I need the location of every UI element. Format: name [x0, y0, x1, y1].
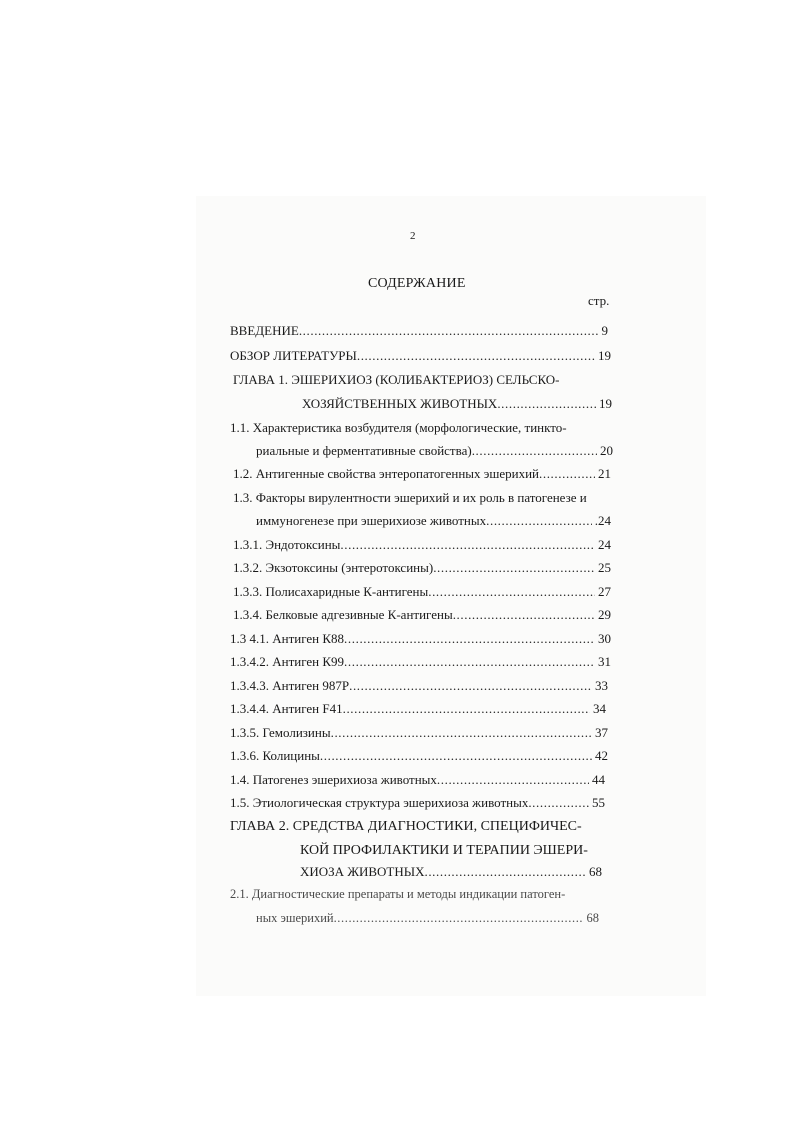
toc-entry-label: 1.3.2. Экзотоксины (энтеротоксины) [233, 560, 434, 575]
dot-leader [437, 772, 589, 788]
toc-entry [230, 348, 611, 364]
dot-leader [343, 701, 590, 717]
toc-entry [230, 795, 605, 811]
toc-entry-page: 33 [595, 678, 608, 693]
dot-leader [472, 443, 597, 459]
toc-title: СОДЕРЖАНИЕ [368, 276, 466, 291]
toc-entry-page: 24 [598, 537, 611, 552]
toc-entry [256, 443, 613, 459]
toc-entry-page: 29 [598, 607, 611, 622]
dot-leader [424, 864, 586, 880]
dot-leader [320, 748, 592, 764]
toc-entry-label: ГЛАВА 1. ЭШЕРИХИОЗ (КОЛИБАКТЕРИОЗ) СЕЛЬСКО- [233, 372, 560, 387]
toc-entry-label: КОЙ ПРОФИЛАКТИКИ И ТЕРАПИИ ЭШЕРИ- [300, 843, 588, 858]
toc-entry-label: 1.3. Факторы вирулентности эшерихий и их роль в патогенезе и [233, 490, 587, 505]
toc-entry-label: ГЛАВА 2. СРЕДСТВА ДИАГНОСТИКИ, СПЕЦИФИЧЕС- [230, 819, 582, 834]
toc-entry-page: 21 [598, 466, 611, 481]
toc-entry-label: 1.3.4.4. Антиген F41 [230, 701, 343, 716]
toc-entry [230, 772, 605, 788]
toc-entry-label: 1.3.4.2. Антиген К99 [230, 654, 345, 669]
dot-leader [433, 560, 595, 576]
dot-leader [428, 584, 595, 600]
toc-entry-page: 68 [589, 864, 602, 879]
toc-entry [230, 420, 567, 436]
toc-entry [302, 396, 612, 412]
toc-entry-label: 1.3.4.3. Антиген 987Р [230, 678, 350, 693]
toc-entry-page: .24 [594, 513, 611, 528]
dot-leader [497, 396, 596, 412]
toc-entry-label: 1.3.6. Колицины [230, 748, 320, 763]
toc-entry-label: риальные и ферментативные свойства) [256, 443, 472, 458]
toc-entry-page: 19 [598, 348, 611, 363]
toc-entry [230, 678, 608, 694]
toc-entry [233, 584, 611, 600]
dot-leader [528, 795, 589, 811]
dot-leader [340, 537, 595, 553]
toc-entry-page: 55 [592, 795, 605, 810]
toc-entry-label: 1.3.3. Полисахаридные К-антигены [233, 584, 429, 599]
toc-entry-label: 2.1. Диагностические препараты и методы индикации патоген- [230, 887, 566, 901]
toc-entry-label: 1.4. Патогенез эшерихиоза животных [230, 772, 437, 787]
toc-entry [233, 560, 611, 576]
toc-entry-page: 34 [593, 701, 606, 716]
dot-leader [357, 348, 595, 364]
dot-leader [453, 607, 595, 623]
toc-entry [233, 490, 587, 506]
toc-entry-label: 1.3.4. Белковые адгезивные К-антигены [233, 607, 453, 622]
toc-entry [300, 864, 602, 880]
dot-leader [344, 631, 595, 647]
toc-entry-label: ВВЕДЕНИЕ [230, 323, 299, 338]
toc-entry-page: 37 [595, 725, 608, 740]
toc-entry [256, 513, 611, 529]
page-column-header: стр. [588, 293, 610, 308]
toc-entry [230, 701, 606, 717]
toc-entry-label: ОБЗОР ЛИТЕРАТУРЫ [230, 348, 357, 363]
toc-entry [233, 372, 560, 388]
toc-entry [256, 910, 599, 926]
toc-entry-page: 44 [592, 772, 605, 787]
dot-leader [486, 513, 592, 529]
page-number: 2 [410, 230, 416, 242]
toc-entry [230, 654, 611, 670]
toc-entry-page: 31 [598, 654, 611, 669]
toc-entry-label: иммуногенезе при эшерихиозе животных [256, 513, 487, 528]
toc-entry-label: 1.1. Характеристика возбудителя (морфологические, тинкто- [230, 420, 567, 435]
dot-leader [349, 678, 592, 694]
dot-leader [539, 466, 595, 482]
toc-entry-page: 20 [600, 443, 613, 458]
toc-entry-page: 9 [601, 323, 608, 338]
toc-entry-label: ХОЗЯЙСТВЕННЫХ ЖИВОТНЫХ [302, 396, 498, 411]
dot-leader [331, 725, 592, 741]
toc-entry-label: 1.3.5. Гемолизины [230, 725, 331, 740]
toc-entry-label: ных эшерихий [256, 911, 334, 925]
toc-entry [230, 725, 608, 741]
toc-entry-page: 19 [599, 396, 612, 411]
toc-entry [230, 748, 608, 764]
toc-entry-page: 25 [598, 560, 611, 575]
toc-entry [233, 466, 611, 482]
toc-entry-page: 42 [595, 748, 608, 763]
toc-entry-page: 68 [586, 911, 599, 925]
toc-entry-label: 1.2. Антигенные свойства энтеропатогенных эшерихий [233, 466, 539, 481]
toc-entry [230, 323, 608, 339]
toc-entry [233, 537, 611, 553]
toc-entry-label: 1.5. Этиологическая структура эшерихиоза животных [230, 795, 529, 810]
toc-entry-label: 1.3.1. Эндотоксины [233, 537, 341, 552]
toc-entry-label: 1.3 4.1. Антиген К88 [230, 631, 345, 646]
toc-entry [230, 886, 565, 902]
toc-entry-page: 27 [598, 584, 611, 599]
toc-entry [233, 607, 611, 623]
toc-entry [230, 631, 611, 647]
dot-leader [299, 323, 599, 339]
toc-entry [230, 819, 582, 835]
dot-leader [344, 654, 595, 670]
dot-leader [334, 910, 584, 926]
toc-entry-label: ХИОЗА ЖИВОТНЫХ [300, 864, 425, 879]
toc-entry [300, 843, 588, 859]
toc-entry-page: 30 [598, 631, 611, 646]
